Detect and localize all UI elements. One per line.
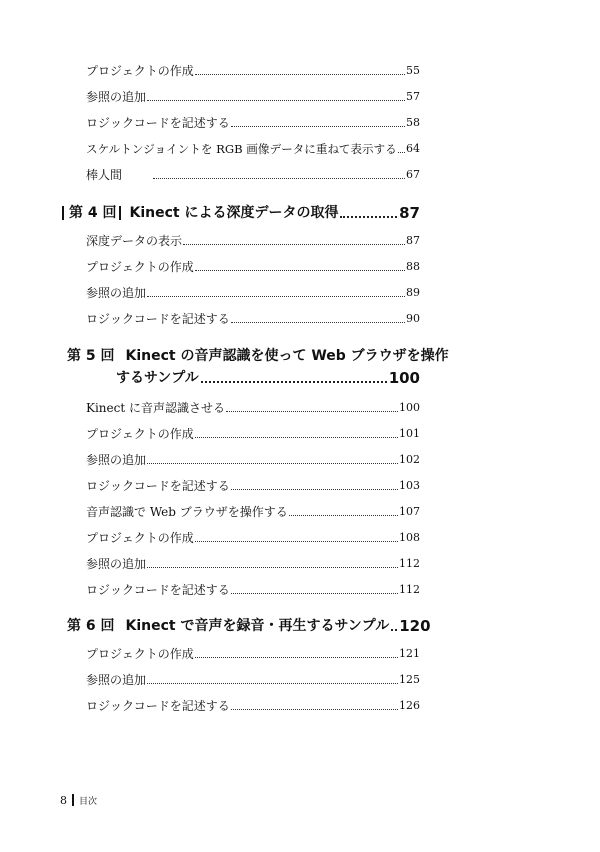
- leader-dots: [231, 592, 398, 594]
- chapter-bar: [62, 206, 64, 220]
- toc-entry-title: プロジェクトの作成: [86, 260, 194, 274]
- toc-entry-title: ロジックコードを記述する: [86, 312, 230, 326]
- toc-entry[interactable]: [86, 306, 420, 326]
- toc-entry-title: プロジェクトの作成: [86, 64, 194, 78]
- toc-entry-title: プロジェクトの作成: [86, 647, 194, 661]
- leader-dots: [340, 215, 397, 218]
- toc-entry-page: 64: [406, 142, 420, 155]
- toc-entry-title: 棒人間: [86, 168, 123, 182]
- leader-dots: [153, 177, 405, 179]
- toc-entry[interactable]: [86, 447, 420, 467]
- chapter-number: 第 5 回: [67, 348, 115, 364]
- toc-entry-title: プロジェクトの作成: [86, 427, 194, 441]
- leader-dots: [195, 269, 405, 271]
- toc-entry-page: 107: [399, 505, 420, 518]
- toc-entry-page: 121: [399, 647, 420, 660]
- toc-entry-title: スケルトンジョイントを RGB 画像データに重ねて表示する: [86, 142, 397, 156]
- chapter-title: Kinect による深度データの取得: [129, 205, 339, 221]
- toc-entry[interactable]: [86, 228, 420, 248]
- toc-entry-page: 103: [399, 479, 420, 492]
- chapter-number: 第 6 回: [67, 618, 115, 634]
- page-footer: [60, 792, 97, 808]
- toc-entry-page: 88: [406, 260, 420, 273]
- toc-entry-title: ロジックコードを記述する: [86, 116, 230, 130]
- toc-entry-page: 55: [406, 64, 420, 77]
- toc-entry-page: 108: [399, 531, 420, 544]
- leader-dots: [289, 514, 398, 516]
- toc-entry-page: 67: [406, 168, 420, 181]
- toc-entry[interactable]: [86, 395, 420, 415]
- chapter-number: 第 4 回: [69, 205, 117, 221]
- toc-entry-title: ロジックコードを記述する: [86, 479, 230, 493]
- leader-dots: [183, 243, 405, 245]
- toc-entry-title: 音声認識で Web ブラウザを操作する: [86, 505, 288, 519]
- leader-dots: [195, 436, 398, 438]
- leader-dots: [201, 380, 387, 383]
- toc-entry[interactable]: [86, 693, 420, 713]
- toc-entry[interactable]: [86, 499, 420, 519]
- leader-dots: [195, 73, 405, 75]
- toc-entry-page: 112: [399, 583, 420, 596]
- toc-entry[interactable]: [86, 667, 420, 687]
- toc-entry[interactable]: [86, 136, 420, 156]
- footer-bar: [72, 794, 74, 806]
- chapter-page: 100: [388, 369, 420, 387]
- leader-dots: [231, 321, 405, 323]
- chapter-bar: [119, 206, 121, 220]
- toc-entry-page: 89: [406, 286, 420, 299]
- toc-entry[interactable]: [86, 551, 420, 571]
- leader-dots: [147, 566, 398, 568]
- toc-entry[interactable]: [86, 280, 420, 300]
- toc-entry-title: 深度データの表示: [86, 234, 183, 248]
- toc-entry-title: 参照の追加: [86, 673, 147, 687]
- chapter-heading[interactable]: [60, 613, 431, 635]
- toc-entry[interactable]: [86, 421, 420, 441]
- toc-entry-page: 101: [399, 427, 420, 440]
- toc-entry-page: 90: [406, 312, 420, 325]
- toc-entry-title: ロジックコードを記述する: [86, 699, 230, 713]
- toc-entry-title: 参照の追加: [86, 286, 147, 300]
- toc-entry-page: 58: [406, 116, 420, 129]
- chapter-title-line2: するサンプル: [116, 370, 199, 386]
- chapter-title-line1: Kinect の音声認識を使って Web ブラウザを操作: [125, 348, 449, 364]
- footer-page-number: 8: [60, 793, 67, 807]
- leader-dots: [226, 410, 398, 412]
- leader-dots: [231, 708, 398, 710]
- toc-entry-page: 126: [399, 699, 420, 712]
- chapter-heading[interactable]: [60, 343, 449, 387]
- toc-entry[interactable]: [86, 162, 420, 182]
- toc-entry[interactable]: [86, 110, 420, 130]
- toc-entry[interactable]: [86, 577, 420, 597]
- toc-entry-page: 112: [399, 557, 420, 570]
- leader-dots: [195, 656, 398, 658]
- toc-entry[interactable]: [86, 58, 420, 78]
- leader-dots: [147, 99, 405, 101]
- toc-entry-page: 100: [399, 401, 420, 414]
- toc-entry[interactable]: [86, 473, 420, 493]
- toc-entry-title: 参照の追加: [86, 90, 147, 104]
- leader-dots: [398, 151, 405, 153]
- leader-dots: [147, 462, 398, 464]
- toc-entry-page: 57: [406, 90, 420, 103]
- toc-entry[interactable]: [86, 525, 420, 545]
- toc-entry-title: Kinect に音声認識させる: [86, 401, 225, 415]
- footer-section-label: 目次: [79, 796, 98, 807]
- leader-dots: [391, 628, 397, 631]
- leader-dots: [231, 488, 398, 490]
- toc-entry-page: 102: [399, 453, 420, 466]
- chapter-title: Kinect で音声を録音・再生するサンプル: [125, 618, 390, 634]
- chapter-page: 120: [399, 617, 431, 635]
- toc-entry-title: 参照の追加: [86, 557, 147, 571]
- toc-entry[interactable]: [86, 254, 420, 274]
- toc-entry-title: プロジェクトの作成: [86, 531, 194, 545]
- toc-entry-page: 125: [399, 673, 420, 686]
- chapter-page: 87: [399, 204, 420, 222]
- leader-dots: [195, 540, 398, 542]
- toc-entry-title: ロジックコードを記述する: [86, 583, 230, 597]
- leader-dots: [231, 125, 405, 127]
- toc-entry[interactable]: [86, 84, 420, 104]
- leader-dots: [147, 682, 398, 684]
- leader-dots: [147, 295, 405, 297]
- chapter-heading[interactable]: [60, 200, 420, 222]
- toc-entry-title: 参照の追加: [86, 453, 147, 467]
- toc-entry[interactable]: [86, 641, 420, 661]
- toc-entry-page: 87: [406, 234, 420, 247]
